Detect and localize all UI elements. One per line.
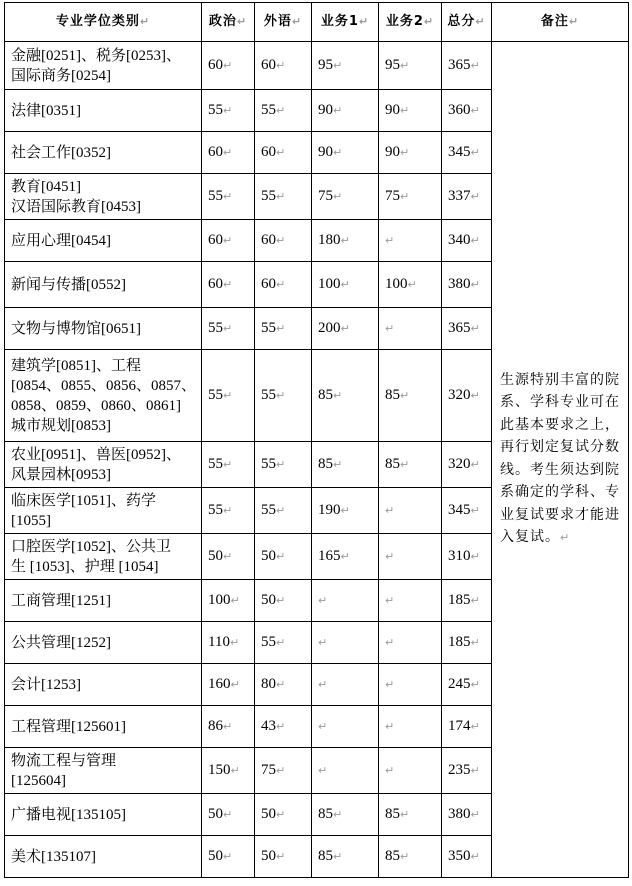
total-score-cell: 337↵ (442, 174, 492, 220)
b2-score-cell: 90↵ (379, 132, 442, 174)
total-value: 310 (448, 548, 471, 564)
category-cell (5, 308, 202, 350)
politics-value: 55 (208, 387, 223, 403)
total-value: 345 (448, 502, 471, 518)
b2-score-cell: 85↵ (379, 350, 442, 442)
b1-score-cell: 75↵ (312, 174, 379, 220)
category-text: 新闻与传播[0552] (11, 276, 126, 293)
b2-score-cell: ↵ (379, 488, 442, 534)
language-value: 60 (261, 57, 276, 73)
politics-value: 50 (208, 848, 223, 864)
category-cell (5, 174, 202, 220)
b2-score-cell: ↵ (379, 664, 442, 706)
category-text: 工商管理[1251] (11, 592, 111, 609)
category-cell (5, 42, 202, 90)
politics-value: 55 (208, 502, 223, 518)
category-cell (5, 580, 202, 622)
score-requirements-table (4, 2, 629, 878)
total-value: 365 (448, 57, 471, 73)
category-text: 物流工程与管理 (11, 752, 117, 769)
b1-value: 95 (318, 57, 333, 73)
category-text: 会计[1253] (11, 676, 81, 693)
total-score-cell: 235↵ (442, 748, 492, 794)
language-value: 55 (261, 102, 276, 118)
politics-value: 86 (208, 718, 223, 734)
politics-score-cell: 50↵ (202, 534, 255, 580)
total-value: 245 (448, 676, 471, 692)
total-value: 350 (448, 848, 471, 864)
language-value: 55 (261, 320, 276, 336)
politics-score-cell: 60↵ (202, 132, 255, 174)
total-value: 174 (448, 718, 471, 734)
b1-score-cell: ↵ (312, 748, 379, 794)
language-value: 75 (261, 762, 276, 778)
language-score-cell: 55↵ (255, 90, 312, 132)
b1-score-cell: 90↵ (312, 90, 379, 132)
b2-score-cell: 85↵ (379, 442, 442, 488)
total-score-cell: 380↵ (442, 794, 492, 836)
b1-score-cell: 85↵ (312, 836, 379, 878)
header-category: 专业学位类别↵ (5, 3, 202, 42)
category-cell (5, 350, 202, 442)
b1-score-cell: 100↵ (312, 262, 379, 308)
b2-value: 90 (385, 102, 400, 118)
category-text: 临床医学[1051]、药学 (11, 492, 156, 509)
politics-value: 160 (208, 676, 231, 692)
category-text: 国际商务[0254] (11, 67, 111, 84)
b2-score-cell: ↵ (379, 220, 442, 262)
category-text: 美术[135107] (11, 848, 96, 865)
total-score-cell: 185↵ (442, 622, 492, 664)
b1-score-cell: ↵ (312, 622, 379, 664)
category-text: 口腔医学[1052]、公共卫 (11, 538, 171, 555)
category-text: [0854、0855、0856、0857、 (11, 377, 196, 394)
category-cell (5, 132, 202, 174)
politics-score-cell: 50↵ (202, 836, 255, 878)
language-score-cell: 50↵ (255, 794, 312, 836)
politics-score-cell: 55↵ (202, 488, 255, 534)
header-notes: 备注↵ (492, 3, 629, 42)
language-value: 50 (261, 848, 276, 864)
politics-score-cell: 55↵ (202, 174, 255, 220)
total-value: 185 (448, 592, 471, 608)
total-value: 340 (448, 232, 471, 248)
b1-score-cell: 190↵ (312, 488, 379, 534)
b2-value: 100 (385, 276, 408, 292)
category-text: 广播电视[135105] (11, 806, 126, 823)
language-score-cell: 50↵ (255, 534, 312, 580)
politics-value: 60 (208, 144, 223, 160)
politics-value: 55 (208, 320, 223, 336)
b1-value: 100 (318, 276, 341, 292)
b2-value: 90 (385, 144, 400, 160)
category-cell (5, 262, 202, 308)
category-text: 风景园林[0953] (11, 466, 111, 483)
language-value: 50 (261, 806, 276, 822)
category-cell (5, 534, 202, 580)
category-text: 教育[0451] (11, 178, 81, 195)
b1-value: 165 (318, 548, 341, 564)
language-value: 55 (261, 387, 276, 403)
total-score-cell: 365↵ (442, 308, 492, 350)
b2-score-cell: 90↵ (379, 90, 442, 132)
language-score-cell: 55↵ (255, 174, 312, 220)
total-score-cell: 345↵ (442, 132, 492, 174)
header-politics: 政治↵ (202, 3, 255, 42)
b1-value: 190 (318, 502, 341, 518)
politics-score-cell: 110↵ (202, 622, 255, 664)
language-value: 50 (261, 548, 276, 564)
b1-score-cell: 165↵ (312, 534, 379, 580)
politics-value: 100 (208, 592, 231, 608)
category-cell (5, 748, 202, 794)
category-text: 公共管理[1252] (11, 634, 111, 651)
category-text: 工程管理[125601] (11, 718, 126, 735)
b2-score-cell: ↵ (379, 748, 442, 794)
politics-value: 55 (208, 102, 223, 118)
b2-score-cell: ↵ (379, 580, 442, 622)
total-score-cell: 345↵ (442, 488, 492, 534)
politics-score-cell: 55↵ (202, 308, 255, 350)
b1-value: 85 (318, 848, 333, 864)
language-score-cell: 60↵ (255, 132, 312, 174)
b1-value: 85 (318, 806, 333, 822)
category-cell (5, 706, 202, 748)
politics-value: 55 (208, 456, 223, 472)
politics-score-cell: 60↵ (202, 220, 255, 262)
total-score-cell: 350↵ (442, 836, 492, 878)
b2-score-cell: ↵ (379, 622, 442, 664)
language-score-cell: 60↵ (255, 42, 312, 90)
category-text: 社会工作[0352] (11, 144, 111, 161)
header-row (5, 3, 629, 42)
language-score-cell: 55↵ (255, 350, 312, 442)
language-value: 50 (261, 592, 276, 608)
total-score-cell: 365↵ (442, 42, 492, 90)
language-score-cell: 55↵ (255, 308, 312, 350)
politics-score-cell: 150↵ (202, 748, 255, 794)
language-score-cell: 43↵ (255, 706, 312, 748)
category-text: 农业[0951]、兽医[0952]、 (11, 446, 181, 463)
politics-value: 150 (208, 762, 231, 778)
b2-score-cell: ↵ (379, 706, 442, 748)
language-value: 55 (261, 634, 276, 650)
b1-score-cell: 85↵ (312, 350, 379, 442)
total-value: 337 (448, 188, 471, 204)
category-cell (5, 442, 202, 488)
b1-score-cell: 200↵ (312, 308, 379, 350)
language-score-cell: 60↵ (255, 220, 312, 262)
b1-value: 85 (318, 456, 333, 472)
b1-score-cell: 180↵ (312, 220, 379, 262)
b1-value: 90 (318, 102, 333, 118)
b2-score-cell: 85↵ (379, 794, 442, 836)
notes-cell: 生源特别丰富的院系、学科专业可在此基本要求之上，再行划定复试分数线。考生须达到院系确定的学科、专业复试要求才能进入复试。↵ (492, 42, 629, 878)
category-cell (5, 664, 202, 706)
politics-value: 50 (208, 806, 223, 822)
total-value: 320 (448, 456, 471, 472)
total-value: 360 (448, 102, 471, 118)
total-score-cell: 310↵ (442, 534, 492, 580)
total-score-cell: 174↵ (442, 706, 492, 748)
language-score-cell: 55↵ (255, 442, 312, 488)
header-foreign-language: 外语↵ (255, 3, 312, 42)
politics-score-cell: 60↵ (202, 42, 255, 90)
language-value: 55 (261, 456, 276, 472)
politics-score-cell: 55↵ (202, 350, 255, 442)
politics-value: 60 (208, 232, 223, 248)
politics-value: 110 (208, 634, 230, 650)
language-value: 80 (261, 676, 276, 692)
language-value: 43 (261, 718, 276, 734)
b1-score-cell: 95↵ (312, 42, 379, 90)
header-subject-2: 业务2↵ (379, 3, 442, 42)
b2-value: 95 (385, 57, 400, 73)
politics-score-cell: 55↵ (202, 442, 255, 488)
b1-score-cell: ↵ (312, 664, 379, 706)
category-text: 0858、0859、0860、0861] (11, 397, 181, 414)
category-text: 建筑学[0851]、工程 (11, 357, 141, 374)
b1-value: 75 (318, 188, 333, 204)
total-score-cell: 320↵ (442, 350, 492, 442)
b1-score-cell: 90↵ (312, 132, 379, 174)
language-score-cell: 50↵ (255, 580, 312, 622)
total-score-cell: 320↵ (442, 442, 492, 488)
language-score-cell: 50↵ (255, 836, 312, 878)
b2-value: 75 (385, 188, 400, 204)
politics-score-cell: 50↵ (202, 794, 255, 836)
language-value: 55 (261, 502, 276, 518)
category-cell (5, 622, 202, 664)
b2-value: 85 (385, 387, 400, 403)
politics-score-cell: 55↵ (202, 90, 255, 132)
total-value: 380 (448, 806, 471, 822)
total-score-cell: 360↵ (442, 90, 492, 132)
politics-value: 55 (208, 188, 223, 204)
header-subject-1: 业务1↵ (312, 3, 379, 42)
b2-score-cell: 95↵ (379, 42, 442, 90)
b2-value: 85 (385, 848, 400, 864)
language-value: 55 (261, 188, 276, 204)
b1-value: 85 (318, 387, 333, 403)
b1-score-cell: ↵ (312, 580, 379, 622)
category-text: 应用心理[0454] (11, 232, 111, 249)
total-value: 345 (448, 144, 471, 160)
language-value: 60 (261, 144, 276, 160)
category-cell (5, 836, 202, 878)
total-score-cell: 380↵ (442, 262, 492, 308)
b2-score-cell: 85↵ (379, 836, 442, 878)
b1-score-cell: ↵ (312, 706, 379, 748)
total-value: 235 (448, 762, 471, 778)
b2-value: 85 (385, 806, 400, 822)
total-score-cell: 245↵ (442, 664, 492, 706)
table-row (5, 42, 629, 90)
b1-score-cell: 85↵ (312, 442, 379, 488)
total-value: 365 (448, 320, 471, 336)
category-text: 金融[0251]、税务[0253]、 (11, 47, 181, 64)
category-text: 城市规划[0853] (11, 417, 111, 434)
category-text: 文物与博物馆[0651] (11, 320, 141, 337)
politics-value: 60 (208, 57, 223, 73)
category-text: 生 [1053]、护理 [1054] (11, 558, 159, 575)
category-text: [125604] (11, 772, 66, 789)
header-total: 总分↵ (442, 3, 492, 42)
category-cell (5, 90, 202, 132)
language-score-cell: 75↵ (255, 748, 312, 794)
politics-score-cell: 160↵ (202, 664, 255, 706)
category-cell (5, 794, 202, 836)
category-text: 汉语国际教育[0453] (11, 198, 141, 215)
b2-score-cell: ↵ (379, 308, 442, 350)
total-value: 320 (448, 387, 471, 403)
category-text: 法律[0351] (11, 102, 81, 119)
b1-score-cell: 85↵ (312, 794, 379, 836)
b2-score-cell: 75↵ (379, 174, 442, 220)
total-value: 380 (448, 276, 471, 292)
politics-value: 60 (208, 276, 223, 292)
b1-value: 200 (318, 320, 341, 336)
b1-value: 90 (318, 144, 333, 160)
language-value: 60 (261, 232, 276, 248)
category-cell (5, 488, 202, 534)
b1-value: 180 (318, 232, 341, 248)
language-score-cell: 60↵ (255, 262, 312, 308)
total-score-cell: 185↵ (442, 580, 492, 622)
politics-score-cell: 100↵ (202, 580, 255, 622)
total-value: 185 (448, 634, 471, 650)
language-score-cell: 55↵ (255, 488, 312, 534)
politics-score-cell: 60↵ (202, 262, 255, 308)
b2-score-cell: ↵ (379, 534, 442, 580)
category-text: [1055] (11, 512, 51, 529)
politics-value: 50 (208, 548, 223, 564)
language-score-cell: 80↵ (255, 664, 312, 706)
politics-score-cell: 86↵ (202, 706, 255, 748)
b2-score-cell: 100↵ (379, 262, 442, 308)
b2-value: 85 (385, 456, 400, 472)
notes-text: 生源特别丰富的院系、学科专业可在此基本要求之上，再行划定复试分数线。考生须达到院系确定的学科、专业复试要求才能进入复试。 (500, 372, 620, 545)
language-score-cell: 55↵ (255, 622, 312, 664)
total-score-cell: 340↵ (442, 220, 492, 262)
category-cell (5, 220, 202, 262)
language-value: 60 (261, 276, 276, 292)
